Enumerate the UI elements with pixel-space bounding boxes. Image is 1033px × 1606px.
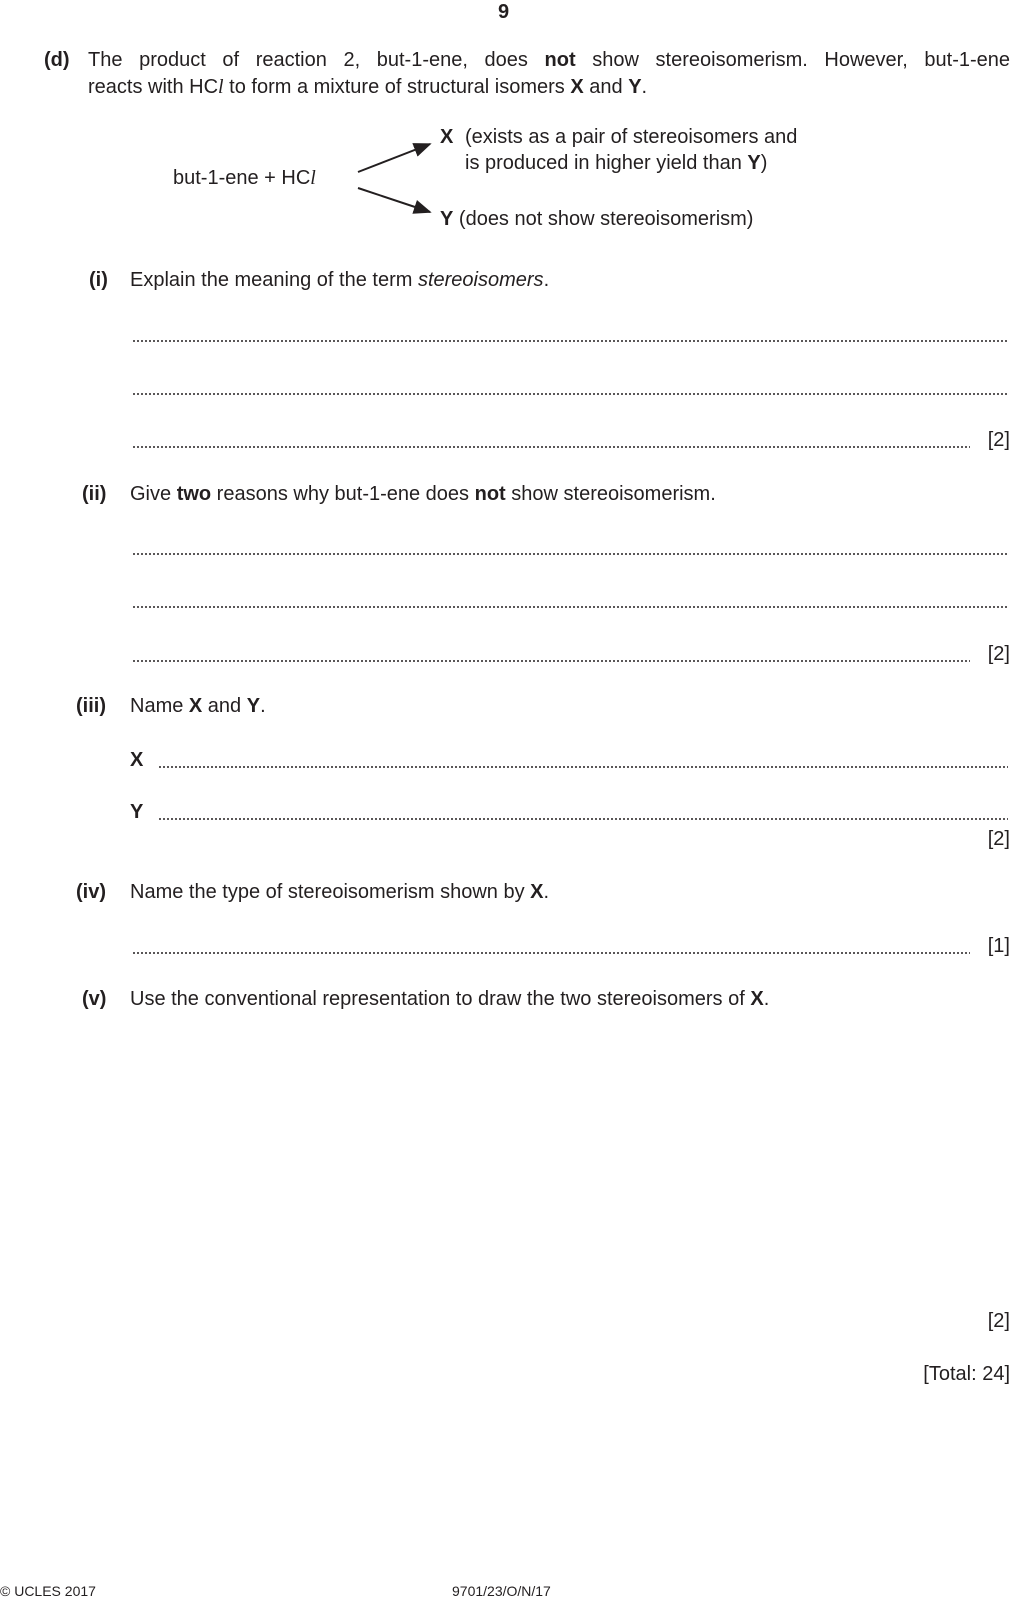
q-iii-x: X (188, 695, 203, 717)
part-d-text: reacts with HC (88, 76, 219, 98)
scheme-y-label: Y (440, 208, 454, 230)
scheme-x-desc-2 (465, 151, 767, 175)
drawing-area[interactable] (130, 1030, 1008, 1300)
q-iv-text-a: Name the type of stereoisomerism shown by (130, 881, 531, 903)
q-iv-x: X (530, 881, 544, 903)
scheme-x-label: X (440, 126, 454, 148)
arrow-to-y (358, 188, 430, 212)
q-ii-not: not (474, 483, 506, 505)
q-v-text-a: Use the conventional representation to draw the two stereoisomers of (130, 988, 751, 1010)
q-iii-y-label: Y (130, 801, 144, 823)
q-v-mark: [2] (987, 1310, 1010, 1332)
part-d-text: The product of reaction 2, but-1-ene, does (88, 49, 545, 71)
q-iii-text-and: and (202, 695, 247, 717)
scheme-y-line (440, 207, 753, 231)
q-iii-y: Y (246, 695, 261, 717)
q-i-text-a: Explain the meaning of the term (130, 269, 418, 291)
q-ii-two: two (176, 483, 212, 505)
q-iv-mark: [1] (987, 935, 1010, 957)
q-ii-text-a: Give (130, 483, 177, 505)
footer-copyright: © UCLES 2017 (0, 1583, 96, 1599)
q-i-text (130, 268, 549, 292)
part-d-not: not (544, 49, 576, 71)
part-d-text: . (641, 76, 648, 98)
answer-line[interactable] (132, 660, 970, 662)
q-iii-x-label: X (130, 749, 144, 771)
q-i-label: (i) (89, 269, 108, 291)
answer-line[interactable] (132, 553, 1008, 555)
answer-line[interactable] (132, 340, 1008, 342)
q-ii-mark: [2] (987, 643, 1010, 665)
q-iv-label: (iv) (76, 881, 106, 903)
q-i-mark: [2] (987, 429, 1010, 451)
arrow-to-x (358, 144, 430, 172)
q-v-text (130, 987, 769, 1011)
q-ii-text-c: show stereoisomerism. (505, 483, 716, 505)
chlorine-l: l (218, 76, 224, 98)
q-iii-text (130, 694, 266, 718)
scheme-x-desc-1: (exists as a pair of stereoisomers and (465, 126, 798, 148)
part-d-label: (d) (44, 49, 70, 71)
scheme-x-desc-text: is produced in higher yield than (465, 152, 748, 174)
q-iii-mark: [2] (987, 828, 1010, 850)
part-d-text: to form a mixture of structural isomers (223, 76, 571, 98)
scheme-x-desc-text: ) (760, 152, 768, 174)
scheme-y-desc: (does not show stereoisomerism) (458, 208, 754, 230)
q-v-x: X (750, 988, 764, 1010)
answer-line-y[interactable] (158, 818, 1008, 820)
answer-line[interactable] (132, 952, 970, 954)
q-iii-label: (iii) (76, 695, 106, 717)
q-ii-text-b: reasons why but-1-ene does (211, 483, 475, 505)
q-iii-text-a: Name (130, 695, 189, 717)
q-iv-text-end: . (543, 881, 550, 903)
q-v-label: (v) (82, 988, 107, 1010)
answer-line-x[interactable] (158, 766, 1008, 768)
answer-line[interactable] (132, 446, 970, 448)
part-d-text: show stereoisomerism. However, but-1-ene (575, 49, 1011, 71)
total-marks: [Total: 24] (923, 1363, 1010, 1385)
q-ii-text (130, 482, 716, 506)
q-iv-text (130, 880, 549, 904)
q-ii-label: (ii) (82, 483, 107, 505)
q-i-term: stereoisomers (417, 269, 544, 291)
q-iii-text-end: . (260, 695, 266, 717)
page-number: 9 (498, 1, 510, 23)
scheme-reactants-text: but-1-ene + HC (173, 167, 311, 189)
q-i-text-end: . (543, 269, 550, 291)
part-d-text: and (583, 76, 629, 98)
answer-line[interactable] (132, 393, 1008, 395)
footer-code: 9701/23/O/N/17 (452, 1583, 551, 1599)
scheme-x-desc-y: Y (747, 152, 761, 174)
isomer-x: X (570, 76, 584, 98)
q-v-text-end: . (763, 988, 770, 1010)
scheme-chlorine-l: l (310, 167, 316, 189)
answer-line[interactable] (132, 606, 1008, 608)
isomer-y: Y (628, 76, 642, 98)
